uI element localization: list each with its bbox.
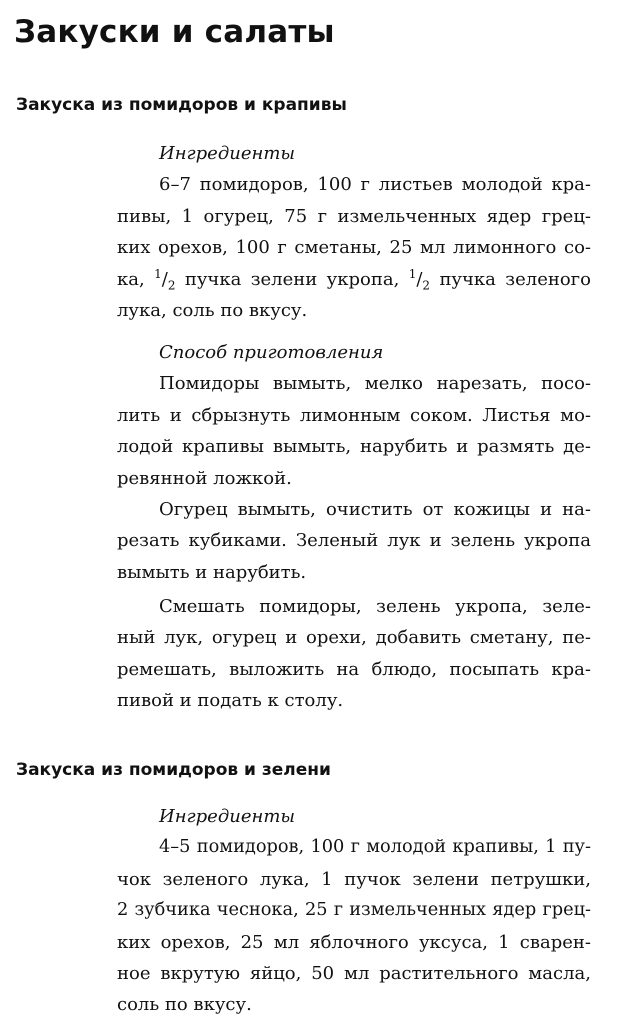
method-line: Помидоры вымыть, мелко нарезать, посо- [159, 373, 591, 395]
ingredients-section [117, 801, 591, 1021]
ingredients-line: ких орехов, 25 мл яблочного уксуса, 1 сварен- [117, 931, 591, 953]
method-line: ный лук, огурец и орехи, добавить сметану, пе- [117, 627, 591, 649]
method-line: Смешать помидоры, зелень укропа, зеле- [159, 596, 591, 617]
fraction-numerator: 1 [408, 266, 417, 281]
recipe-title: Закуска из помидоров и крапивы [16, 95, 347, 115]
method-line: вымыть и нарубить. [117, 561, 307, 583]
page-title: Закуски и салаты [14, 14, 335, 50]
ingredients-line: 2 зубчика чеснока, 25 г измельченных ядер грец- [117, 900, 591, 921]
ingredients-line: ких орехов, 100 г сметаны, 25 мл лимонного со- [117, 237, 591, 259]
fraction-slash: / [161, 268, 168, 290]
method-section [117, 337, 591, 494]
ingredients-line: 4–5 помидоров, 100 г молодой крапивы, 1 пу- [159, 837, 591, 858]
ingredients-line: чок зеленого лука, 1 пучок зелени петрушки, [117, 868, 591, 890]
method-line: ревянной ложкой. [117, 467, 292, 489]
method-line: лодой крапивы вымыть, нарубить и размять де- [117, 436, 591, 458]
ingredients-line: лука, соль по вкусу. [117, 300, 308, 322]
method-line: Огурец вымыть, очистить от кожицы и на- [159, 499, 591, 520]
recipe-title: Закуска из помидоров и зелени [16, 760, 331, 780]
method-paragraph [117, 591, 591, 717]
ingredients-section [117, 138, 591, 326]
ingredients-line: соль по вкусу. [117, 994, 252, 1016]
ingredients-fragment: пучка зелени укропа, [184, 268, 400, 290]
fraction-one-half [408, 266, 431, 293]
fraction-slash: / [416, 268, 423, 290]
method-heading: Способ приготовления [159, 342, 384, 363]
ingredients-fragment: пучка зеленого [439, 268, 591, 290]
ingredients-line: 6–7 помидоров, 100 г листьев молодой кра- [159, 174, 591, 196]
method-line: пивой и подать к столу. [117, 690, 344, 712]
ingredients-line [117, 264, 591, 295]
ingredients-line: пивы, 1 огурец, 75 г измельченных ядер грец- [117, 205, 591, 227]
method-paragraph [117, 494, 591, 588]
fraction-numerator: 1 [154, 266, 162, 281]
ingredients-fragment: ка, [117, 268, 145, 290]
method-line: резать кубиками. Зеленый лук и зелень укропа [117, 530, 591, 552]
ingredients-line: ное вкрутую яйцо, 50 мл растительного масла, [117, 963, 591, 985]
fraction-denominator: 2 [167, 278, 176, 293]
ingredients-heading: Ингредиенты [159, 806, 296, 827]
fraction-denominator: 2 [422, 278, 431, 293]
method-line: ремешать, выложить на блюдо, посыпать кра- [117, 658, 591, 680]
fraction-one-half [154, 266, 176, 293]
ingredients-heading: Ингредиенты [159, 143, 296, 164]
method-line: лить и сбрызнуть лимонным соком. Листья мо- [117, 404, 591, 426]
